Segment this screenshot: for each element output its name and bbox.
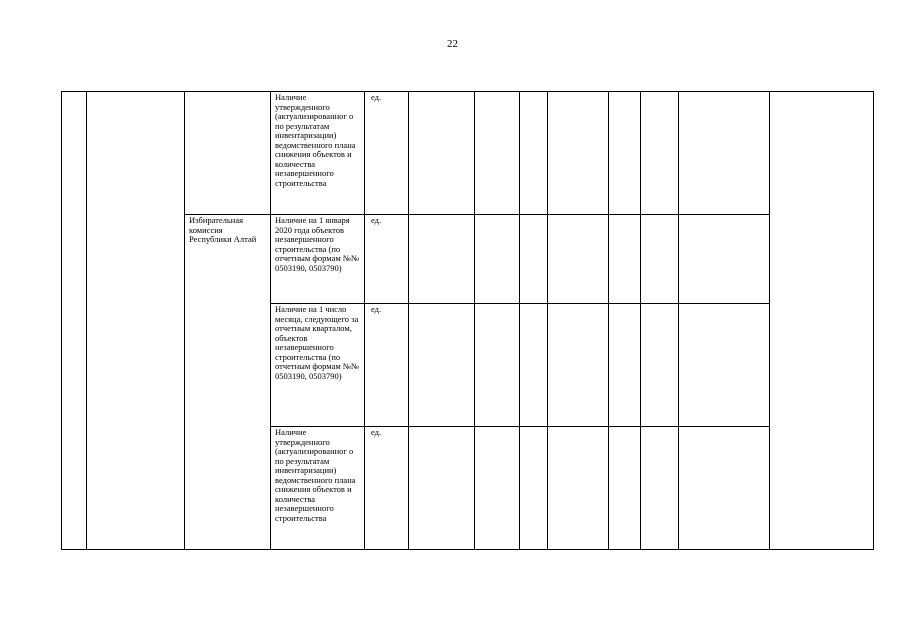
cell-value <box>409 215 475 304</box>
cell-value <box>548 215 609 304</box>
cell-value <box>548 427 609 550</box>
report-table <box>61 91 874 550</box>
cell-value <box>641 92 679 215</box>
table-row <box>62 92 874 215</box>
cell-number <box>62 92 87 550</box>
cell-value <box>475 92 520 215</box>
cell-value <box>409 304 475 427</box>
cell-value <box>609 92 641 215</box>
cell-value <box>641 215 679 304</box>
cell-unit: ед. <box>365 304 409 427</box>
cell-indicator: Наличие утвержденного (актуализированног о по результатам инвентаризации) ведомственного плана снижения объектов и количества незавершенного строительства <box>271 427 365 550</box>
cell-organization-prev <box>185 92 271 215</box>
cell-value <box>520 427 548 550</box>
cell-value <box>409 427 475 550</box>
cell-indicator: Наличие на 1 января 2020 года объектов незавершенного строительства (по отчетным формам №№ 0503190, 0503790) <box>271 215 365 304</box>
cell-unit: ед. <box>365 92 409 215</box>
cell-value <box>609 304 641 427</box>
cell-value <box>609 427 641 550</box>
cell-unit: ед. <box>365 215 409 304</box>
cell-value <box>409 92 475 215</box>
cell-value <box>548 92 609 215</box>
page-number: 22 <box>447 38 458 50</box>
cell-organization: Избирательная комиссия Республики Алтай <box>185 215 271 550</box>
cell-value <box>475 427 520 550</box>
cell-value <box>679 92 770 215</box>
cell-value <box>475 304 520 427</box>
cell-value <box>548 304 609 427</box>
cell-program <box>87 92 185 550</box>
cell-unit: ед. <box>365 427 409 550</box>
cell-value <box>520 304 548 427</box>
cell-indicator: Наличие утвержденного (актуализированног о по результатам инвентаризации) ведомственного плана снижения объектов и количества незавершенного строительства <box>271 92 365 215</box>
cell-value <box>641 427 679 550</box>
cell-value <box>679 427 770 550</box>
cell-indicator: Наличие на 1 число месяца, следующего за отчетным кварталом, объектов незавершенного строительства (по отчетным формам №№ 0503190, 0503790) <box>271 304 365 427</box>
cell-value <box>679 215 770 304</box>
cell-value <box>679 304 770 427</box>
cell-value <box>475 215 520 304</box>
cell-value <box>520 215 548 304</box>
cell-value <box>609 215 641 304</box>
cell-note <box>770 92 874 550</box>
cell-value <box>520 92 548 215</box>
cell-value <box>641 304 679 427</box>
